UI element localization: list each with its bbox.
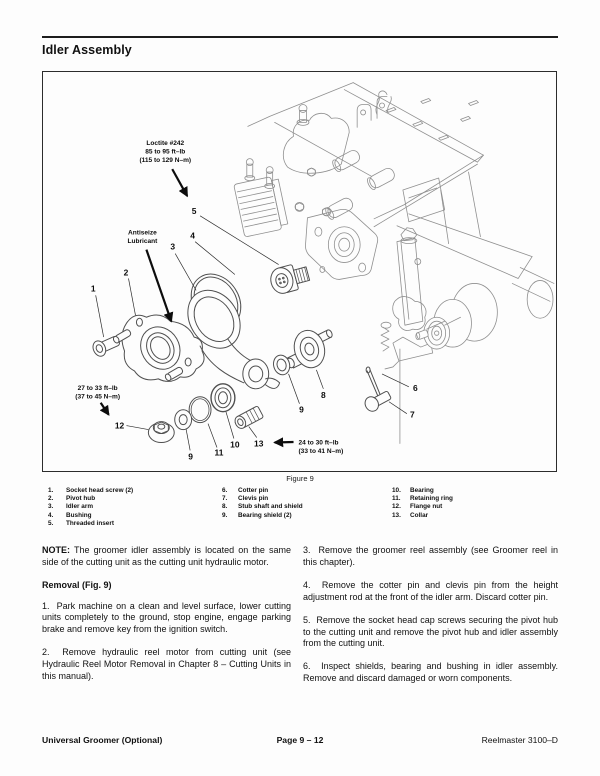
loctite-note-line2: 85 to 95 ft–lb xyxy=(145,148,186,156)
step-5: 5. Remove the socket head cap screws securing the pivot hub to the cutting unit and remove the pivot hub and idler assembly from the cutting unit. xyxy=(303,614,558,649)
step-4: 4. Remove the cotter pin and clevis pin from the height adjustment rod at the front of the idler arm. Discard cotter pin. xyxy=(303,579,558,602)
callout-3: 3 xyxy=(170,241,176,252)
pivot-torque-line1: 27 to 33 ft–lb xyxy=(77,384,118,392)
footer-model-name: Reelmaster 3100–D xyxy=(481,735,558,745)
part-flange-nut xyxy=(148,422,174,443)
footer-page-number: Page 9 – 12 xyxy=(276,735,324,745)
legend-item: 4. Bushing xyxy=(48,511,92,519)
collar-torque-line2: (33 to 41 N–m) xyxy=(298,447,344,455)
page-title: Idler Assembly xyxy=(42,43,132,57)
legend-item: 1. Socket head screw (2) xyxy=(48,487,134,494)
part-stub-shaft xyxy=(285,327,333,371)
legend-column-1 xyxy=(48,487,218,528)
legend-item: 11. Retaining ring xyxy=(392,495,453,503)
note-label: NOTE: xyxy=(42,545,70,555)
part-threaded-insert xyxy=(268,261,311,296)
note-paragraph xyxy=(42,545,291,568)
step-2: 2. Remove hydraulic reel motor from cutting unit (see Hydraulic Reel Motor Removal in Chapter 8 – Cutting Units in this manual). xyxy=(42,647,291,681)
callout-8: 8 xyxy=(321,389,326,400)
loctite-note-line1: Loctite #242 xyxy=(146,140,185,148)
legend-item: 5. Threaded insert xyxy=(48,519,114,527)
part-bearing-shield-right xyxy=(271,353,292,376)
loctite-note-line3: (115 to 129 N–m) xyxy=(139,157,192,165)
part-cotter-pin xyxy=(366,367,381,399)
part-clevis-pin xyxy=(363,388,393,414)
step-6: 6. Inspect shields, bearing and bushing in idler assembly. Remove and discard damaged or worn components. xyxy=(303,661,558,684)
callout-10: 10 xyxy=(230,439,240,450)
step-1: 1. Park machine on a clean and level surface, lower cutting units completely to the ground, stop engine, engage parking brake and remove key from the ignition switch. xyxy=(42,600,291,635)
part-bearing xyxy=(211,384,235,412)
callout-7: 7 xyxy=(409,409,415,420)
legend-item: 8. Stub shaft and shield xyxy=(222,503,303,511)
callout-13: 13 xyxy=(254,438,264,449)
legend-column-2 xyxy=(222,487,390,520)
callout-6: 6 xyxy=(412,382,418,393)
legend-item: 9. Bearing shield (2) xyxy=(222,511,292,519)
body-column-left xyxy=(42,545,291,694)
top-rule xyxy=(42,36,558,38)
legend-item: 13. Collar xyxy=(392,511,429,519)
callout-2: 2 xyxy=(123,267,129,278)
footer-section-title: Universal Groomer (Optional) xyxy=(42,735,163,745)
pivot-torque-line2: (37 to 45 N–m) xyxy=(75,393,121,401)
exploded-diagram xyxy=(43,72,556,471)
exploded-parts xyxy=(91,261,393,442)
figure-box xyxy=(42,71,557,472)
note-text: The groomer idler assembly is located on the same side of the cutting unit as the cutting unit hydraulic motor. xyxy=(42,545,291,567)
part-collar xyxy=(233,406,264,430)
legend-item: 12. Flange nut xyxy=(392,503,443,511)
callout-11: 11 xyxy=(214,447,224,458)
callout-9-left: 9 xyxy=(188,451,193,462)
callout-1: 1 xyxy=(90,283,96,294)
legend-item: 10. Bearing xyxy=(392,487,434,494)
callout-12: 12 xyxy=(114,420,125,431)
callout-5: 5 xyxy=(191,205,197,216)
part-retaining-ring xyxy=(189,397,211,423)
part-bearing-shield-left xyxy=(175,410,192,430)
antiseize-note-line1: Antiseize xyxy=(128,229,157,237)
legend-item: 6. Cotter pin xyxy=(222,487,269,494)
antiseize-note-line2: Lubricant xyxy=(127,238,158,246)
legend-item: 7. Clevis pin xyxy=(222,495,269,503)
step-3: 3. Remove the groomer reel assembly (see Groomer reel in this chapter). xyxy=(303,545,558,567)
body-column-right xyxy=(303,545,558,696)
page-footer xyxy=(42,735,558,745)
figure-caption: Figure 9 xyxy=(286,474,314,483)
callout-9-right: 9 xyxy=(299,404,304,415)
machine-art xyxy=(234,83,554,447)
legend-item: 3. Idler arm xyxy=(48,503,93,511)
removal-heading: Removal (Fig. 9) xyxy=(42,579,112,590)
callout-4: 4 xyxy=(190,230,195,241)
legend-item: 2. Pivot hub xyxy=(48,495,96,503)
collar-torque-line1: 24 to 30 ft–lb xyxy=(298,439,339,447)
legend-column-3 xyxy=(392,487,552,520)
